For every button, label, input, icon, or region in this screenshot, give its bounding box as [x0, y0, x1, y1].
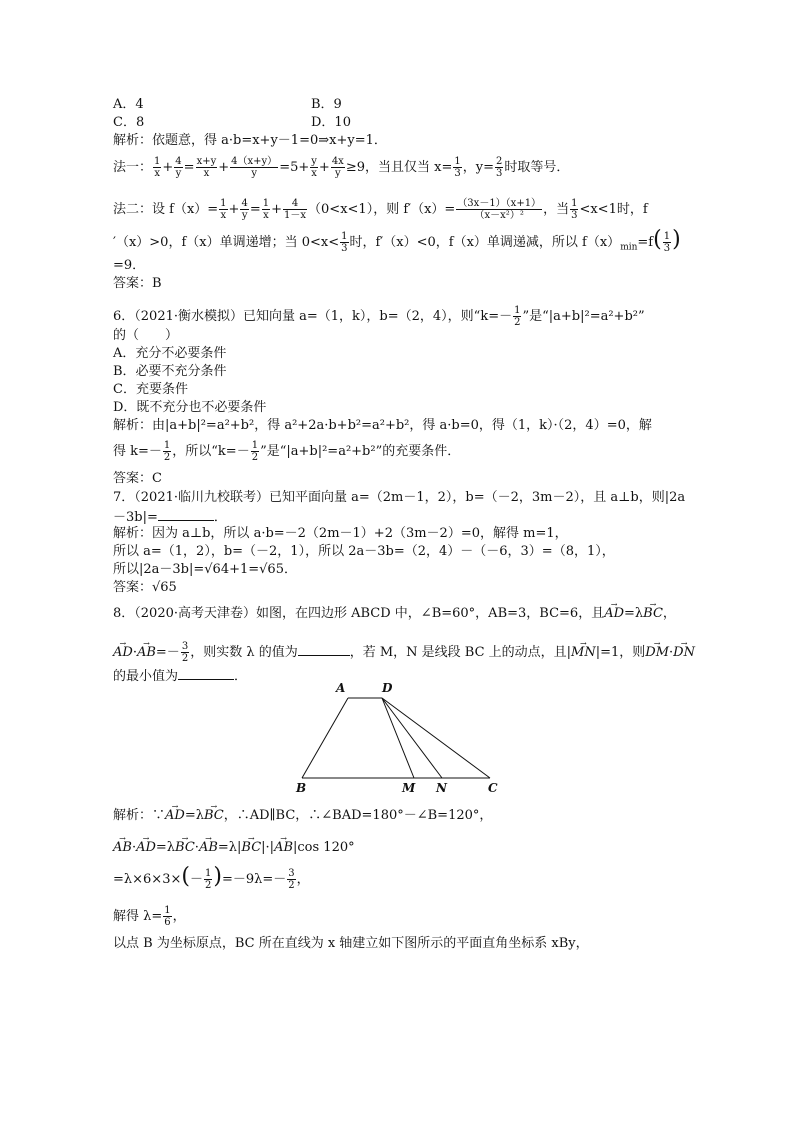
q7-solution: 解析：因为 a⊥b，所以 a·b=－2（2m－1）+2（3m－2）=0，解得 m=1， — [113, 526, 568, 541]
q6-option-a: A．充分不必要条件 — [113, 346, 227, 361]
q7-solution-3: 所以|2a－3b|=√64+1=√65． — [113, 562, 297, 577]
method1-line: 法一： $\frac{1}{x}$ + $\frac{4}{y}$ = $\frac{x+y}{x}$ + $\frac{4(x+y)}{y}$ =5+ $\frac{y}{x}$ + $\frac{4x}{y}$ ≥9，当且仅当 x= $\frac{1}{3}$ ，y= $\frac{2}{3}$ 时取等号． — [113, 156, 570, 179]
q6-option-c: C．充要条件 — [113, 382, 188, 397]
q6-solution-2: 得 k=－ $\frac{1}{2}$ ，所以“k=－ $\frac{1}{2}$ ”是“|a+b|²=a²+b²”的充要条件． — [113, 440, 461, 463]
label-b: B — [296, 781, 307, 795]
q7-stem: 7．（2021·临川九校联考）已知平面向量 a=（2m－1，2），b=（－2，3m－2），且 a⊥b，则|2a — [113, 490, 686, 505]
q8-solution: 解析：∵→ AD=λ→ BC，∴AD∥BC，∴∠BAD=180°－∠B=120°， — [113, 808, 492, 824]
option-b: B．9 — [311, 97, 342, 112]
label-m: M — [402, 781, 416, 795]
option-d: D．10 — [311, 115, 351, 130]
q8-stem-3: 的最小值为 ． — [113, 669, 248, 684]
answer-6: 答案：C — [113, 471, 162, 486]
q8-stem-2: → AD·→ AB=－ $\frac{3}{2}$ ，则实数 λ 的值为 ，若 M，N 是线段 BC 上的动点，且|→ MN|=1，则→ DM·→ DN — [113, 641, 695, 664]
segment-dn — [382, 698, 442, 778]
q8-solution-5: 以点 B 为坐标原点，BC 所在直线为 x 轴建立如下图所示的平面直角坐标系 xBy， — [113, 936, 589, 951]
segment-ab — [302, 698, 348, 778]
q6-stem-2: 的（ ） — [113, 328, 179, 343]
q6-solution: 解析：由|a+b|²=a²+b²，得 a²+2a·b+b²=a²+b²，得 a·b=0，得（1，k）·（2，4）=0，解 — [113, 418, 652, 433]
label-c: C — [488, 781, 498, 795]
method2-line-3: =9． — [113, 258, 146, 273]
q8-solution-4: 解得 λ= $\frac{1}{6}$ ， — [113, 905, 186, 928]
method2-line-2: ′（x）>0，f（x）单调递增；当 0<x< $\frac{1}{3}$ 时，f′（x）<0，f（x）单调递减，所以 $f(x)_{min}=f$( $\frac{1}{3}$ ) — [113, 227, 681, 254]
q8-solution-2: → AB·→ AD=λ→ BC·→ AB=λ|→ BC|·|→ AB|cos 120° — [113, 840, 355, 856]
q6-stem: 6．（2021·衡水模拟）已知向量 a=（1，k），b=（2，4），则“k=－ $\frac{1}{2}$ ”是“|a+b|²=a²+b²” — [113, 305, 645, 328]
method2-line: 法二：设 f（x）= $\frac{1}{x}$ + $\frac{4}{y}$ = $\frac{1}{x}$ + $\frac{4}{1-x}$ （0<x<1），则 f′（x）= $\frac{(3x-1)(x+1)}{\text{（x－x²）²}}$ ，当 $\frac{1}{3}$ <x<1时，f — [113, 198, 648, 221]
answer-5: 答案：B — [113, 276, 162, 291]
solution-line: 解析：依题意，得 a·b=x+y－1=0⇒x+y=1． — [113, 133, 387, 148]
q8-stem: 8．（2020·高考天津卷）如图，在四边形 ABCD 中，∠B=60°，AB=3，BC=6，且→ AD=λ→ BC， — [113, 606, 676, 622]
label-n: N — [436, 781, 447, 795]
quadrilateral-figure — [290, 678, 505, 796]
label-a: A — [336, 681, 346, 695]
q6-option-d: D．既不充分也不必要条件 — [113, 400, 267, 415]
q6-option-b: B．必要不充分条件 — [113, 364, 227, 379]
option-a: A．4 — [113, 97, 144, 112]
q8-solution-3: =λ×6×3×(－ $\frac{1}{2}$ )=－9λ=－ $\frac{3}{2}$ ， — [113, 864, 310, 891]
label-d: D — [382, 681, 393, 695]
q7-solution-2: 所以 a=（1，2），b=（－2，1），所以 2a－3b=（2，4）－（－6，3）=（8，1）， — [113, 544, 615, 559]
q7-stem-2: －3b|= ． — [113, 510, 227, 525]
answer-7: 答案：√65 — [113, 580, 177, 595]
option-c: C．8 — [113, 115, 145, 130]
